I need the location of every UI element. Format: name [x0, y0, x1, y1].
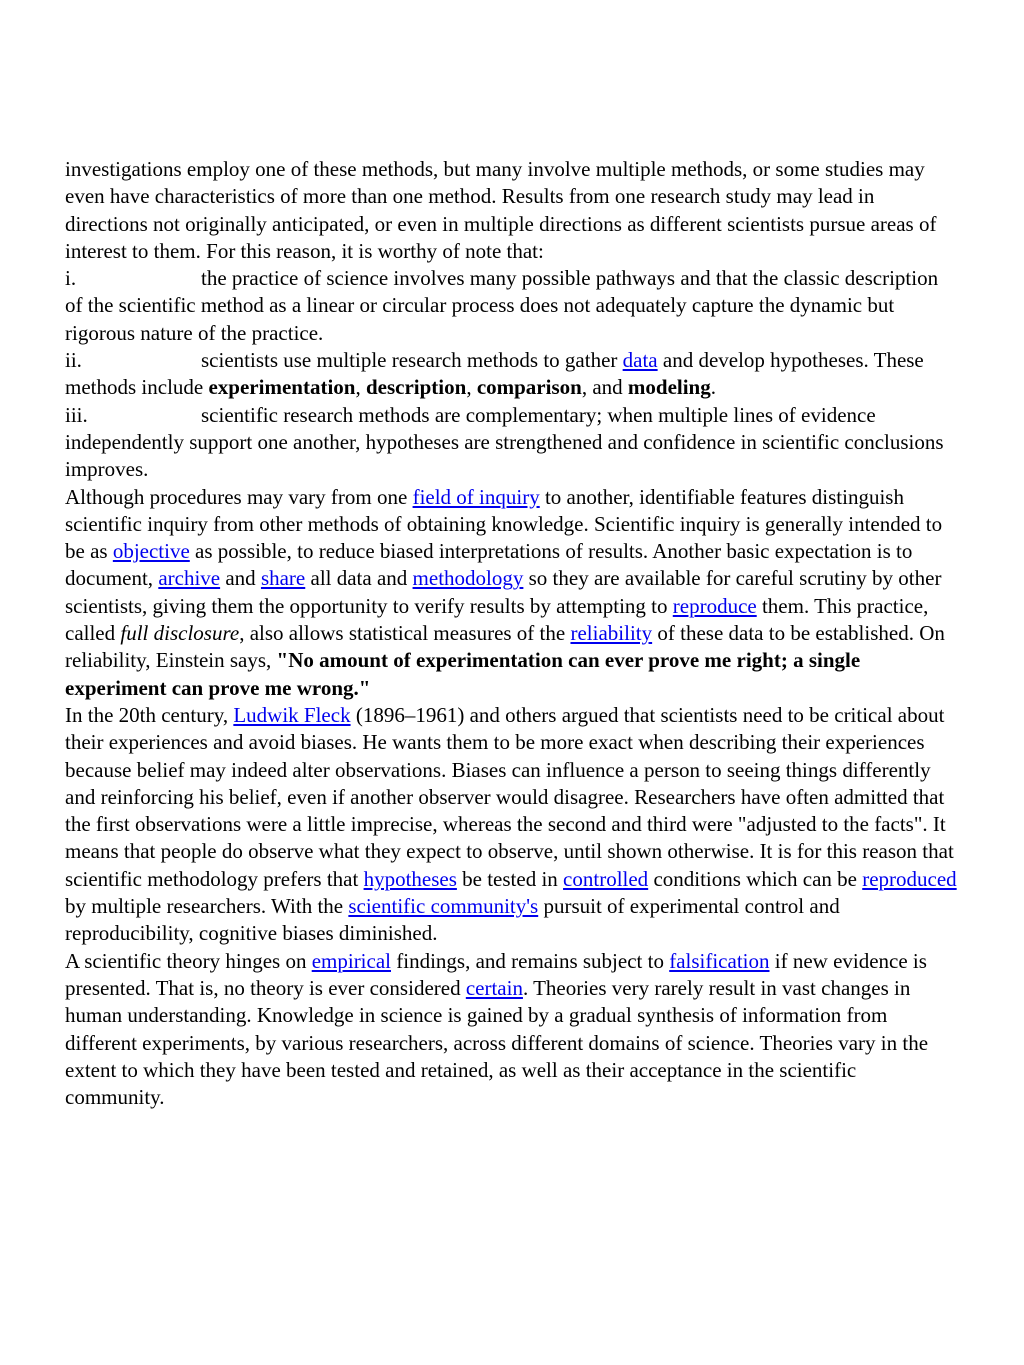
paragraph-text: of these data to be established. On reliability, Einstein says, [65, 621, 945, 673]
bold-term: comparison [476, 375, 582, 400]
link-methodology[interactable]: methodology [412, 566, 524, 591]
italic-term: full disclosure [120, 621, 240, 646]
paragraph-text: by multiple researchers. With the [65, 894, 349, 919]
paragraph-text: findings, and remains subject to [391, 948, 670, 973]
bold-term: modeling [627, 375, 711, 400]
list-item-3 [65, 402, 960, 484]
list-number: iii. [65, 402, 88, 427]
link-certain[interactable]: certain [465, 975, 523, 1000]
list-number: ii. [65, 348, 82, 373]
paragraph-text: pursuit of experimental control and reproducibility, cognitive biases diminished. [65, 894, 840, 946]
list-item-1 [65, 265, 960, 347]
link-ludwik-fleck[interactable]: Ludwik Fleck [233, 702, 351, 727]
paragraph-text: and [220, 566, 261, 591]
fleck-paragraph [65, 702, 960, 948]
bold-term: experimentation [208, 375, 356, 400]
paragraph-text: . Theories very rarely result in vast changes in human understanding. Knowledge in science is gained by a gradual synthesis of information from different experiments, by various researchers, across different domains of science. Theories vary in the extent to which they have been tested and retained, as well as their acceptance in the scientific community. [65, 975, 929, 1110]
separator: . [710, 375, 716, 400]
list-item-2 [65, 347, 960, 402]
link-data[interactable]: data [622, 348, 658, 373]
separator: , and [581, 375, 628, 400]
bold-term: description [365, 375, 467, 400]
paragraph-text: In the 20th century, [65, 702, 234, 727]
paragraph-text: so they are available for careful scrutiny by other scientists, giving them the opportunity to verify results by attempting to [65, 566, 942, 618]
list-item-text: the practice of science involves many possible pathways and that the classic description of the scientific method as a linear or circular process does not adequately capture the dynamic but rigorous nature of the practice. [65, 266, 939, 345]
intro-paragraph: investigations employ one of these methods, but many involve multiple methods, or some studies may even have characteristics of more than one method. Results from one research study may lead in directions not originally anticipated, or even in multiple directions as different scientists pursue areas of interest to them. For this reason, it is worthy of note that: [65, 157, 937, 263]
link-archive[interactable]: archive [158, 566, 221, 591]
link-share[interactable]: share [260, 566, 306, 591]
paragraph-text: if new evidence is presented. That is, no theory is ever considered [65, 948, 927, 1000]
paragraph-text: all data and [305, 566, 413, 591]
link-reproduced[interactable]: reproduced [862, 866, 957, 891]
paragraph-text: be tested in [456, 866, 564, 891]
paragraph-text: (1896–1961) and others argued that scientists need to be critical about their experiences and avoid biases. He wants them to be more exact when describing their experiences because belief may indeed alter observations. Biases can influence a person to seeing things differently and reinforcing his belief, even if another observer would disagree. Researchers have often admitted that the first observations were a little imprecise, whereas the second and third were "adjusted to the facts". It means that people do observe what they expect to observe, until shown otherwise. It is for this reason that scientific methodology prefers that [65, 702, 954, 891]
procedures-paragraph [65, 484, 960, 702]
paragraph-text: them. This practice, called [65, 593, 929, 646]
link-reliability[interactable]: reliability [570, 621, 653, 646]
link-field-of-inquiry[interactable]: field of inquiry [412, 484, 540, 509]
paragraph-text: to another, identifiable features distinguish scientific inquiry from other methods of obtaining knowledge. Scientific inquiry is generally intended to be as [65, 484, 943, 564]
link-controlled[interactable]: controlled [563, 866, 649, 891]
list-item-text: scientific research methods are complementary; when multiple lines of evidence independently support one another, hypotheses are strengthened and confidence in scientific conclusions improves. [65, 402, 944, 482]
paragraph-text: as possible, to reduce biased interpretations of results. Another basic expectation is to document, [65, 539, 913, 591]
link-reproduce[interactable]: reproduce [672, 593, 757, 618]
theory-paragraph [65, 948, 960, 1112]
link-objective[interactable]: objective [112, 539, 190, 564]
einstein-quote: "No amount of experimentation can ever prove me right; a single experiment can prove me wrong." [65, 648, 861, 700]
link-empirical[interactable]: empirical [311, 948, 391, 973]
document-body [65, 156, 960, 1111]
list-number: i. [65, 266, 77, 291]
separator: , [466, 375, 477, 400]
list-item-text: scientists use multiple research methods to gather [201, 348, 623, 373]
paragraph-text: conditions which can be [648, 866, 863, 891]
separator: , [355, 375, 366, 400]
link-scientific-community[interactable]: scientific community's [348, 894, 539, 919]
paragraph-text: Although procedures may vary from one [65, 484, 413, 509]
list-item-text: and develop hypotheses. These methods include [65, 348, 924, 400]
paragraph-text: A scientific theory hinges on [65, 948, 312, 973]
link-falsification[interactable]: falsification [669, 948, 770, 973]
paragraph-text: , also allows statistical measures of the [239, 621, 571, 646]
link-hypotheses[interactable]: hypotheses [363, 866, 457, 891]
